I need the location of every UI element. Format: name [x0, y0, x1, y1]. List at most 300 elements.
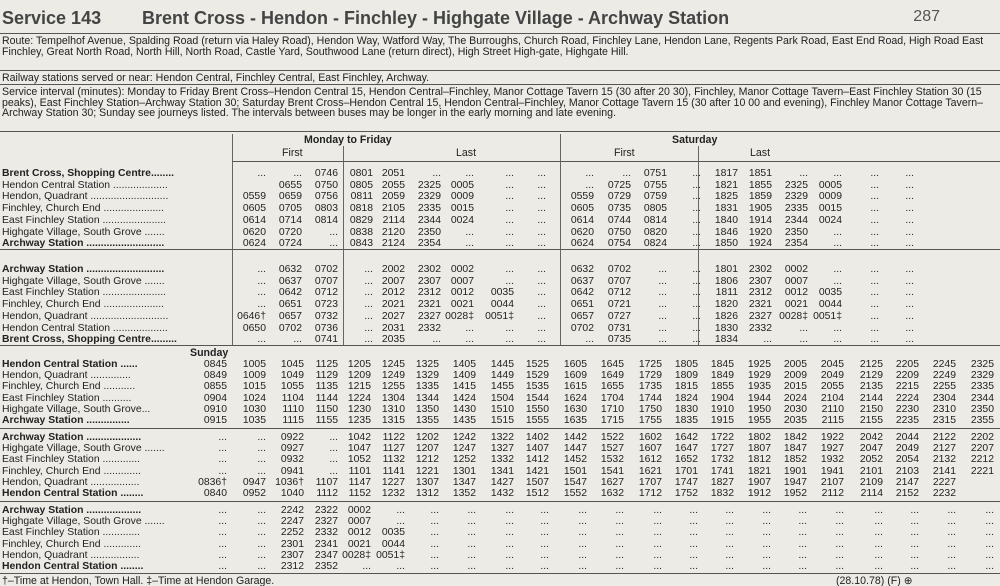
departure-time: ...	[293, 168, 302, 179]
departure-time: 0735	[607, 334, 631, 346]
departure-time: 1125	[315, 359, 338, 370]
departure-time: 1552	[563, 488, 587, 499]
station-name: Finchley, Church End .....................	[2, 299, 165, 311]
departure-time: 1350	[415, 403, 439, 415]
departure-time: 1009	[242, 370, 266, 382]
departure-time: ...	[692, 226, 701, 238]
departure-time: 0707	[314, 275, 338, 287]
departure-time: ...	[833, 322, 842, 334]
departure-time: 1155	[315, 415, 338, 426]
departure-time: 0044	[381, 538, 405, 550]
departure-time: ...	[692, 310, 701, 322]
departure-time: 0712	[607, 287, 631, 299]
departure-time: ...	[870, 264, 879, 275]
departure-time: 1110	[282, 403, 304, 415]
departure-time: ...	[874, 505, 883, 516]
departure-time: 2035	[381, 334, 405, 346]
departure-time: 1325	[415, 359, 439, 370]
departure-time: ...	[870, 191, 879, 203]
departure-time: ...	[364, 334, 373, 346]
departure-time: 2124	[381, 238, 405, 250]
departure-time: 2049	[895, 443, 919, 455]
departure-time: 1235	[347, 415, 371, 426]
departure-time: 0655	[278, 179, 302, 191]
sunday-block-2-row	[0, 505, 1000, 517]
departure-time: ...	[505, 191, 514, 203]
departure-time: 1821	[747, 465, 771, 477]
departure-time: 0910	[203, 403, 227, 415]
departure-time: ...	[537, 238, 546, 250]
departure-time: ...	[905, 287, 914, 299]
departure-time: 2105	[381, 203, 405, 215]
departure-time: 0814	[314, 214, 338, 226]
departure-time: 1712	[638, 488, 662, 499]
departure-time: 0651	[570, 299, 594, 311]
departure-time: ...	[762, 549, 771, 561]
departure-time: 2152	[895, 488, 919, 499]
departure-time: 1507	[525, 476, 549, 488]
departure-time: 1817	[714, 168, 738, 179]
service-number: Service 143	[2, 8, 102, 28]
departure-time: ...	[985, 538, 994, 550]
departure-time: ...	[762, 561, 771, 572]
departure-time: 0801	[349, 168, 373, 179]
station-name: Archway Station ...........................	[2, 264, 165, 275]
weekday-block-0-row	[0, 180, 1000, 192]
departure-time: 1135	[315, 381, 338, 393]
sunday-block-0-row	[0, 381, 1000, 393]
weekday-block-1-row	[0, 334, 1000, 346]
departure-time: 0051‡	[813, 310, 842, 322]
departure-time: 1602	[638, 432, 662, 443]
departure-time: ...	[905, 275, 914, 287]
departure-time: 2347	[314, 549, 338, 561]
departure-time: 0035	[490, 287, 514, 299]
block-divider-3	[0, 428, 1000, 429]
departure-time: 1312	[415, 488, 439, 499]
sunday-block-2-row	[0, 539, 1000, 551]
station-name: Archway Station ...................	[2, 505, 142, 516]
departure-time: 2120	[381, 226, 405, 238]
departure-time: 1455	[490, 381, 514, 393]
departure-time: 1851	[748, 168, 772, 179]
departure-time: 2009	[783, 370, 807, 382]
departure-time: 1955	[747, 415, 771, 426]
departure-time: ...	[537, 191, 546, 203]
departure-time: ...	[364, 310, 373, 322]
station-name: Highgate Village, South Grove .......	[2, 275, 165, 287]
departure-time: ...	[615, 549, 624, 561]
departure-time: ...	[905, 310, 914, 322]
departure-time: 1424	[452, 392, 476, 404]
departure-time: 1355	[415, 415, 439, 426]
departure-time: ...	[257, 334, 266, 346]
departure-time: ...	[257, 287, 266, 299]
label-sunday: Sunday	[190, 347, 229, 359]
label-mon-fri: Monday to Friday	[304, 134, 392, 146]
departure-time: ...	[505, 168, 514, 179]
departure-time: 1224	[347, 392, 371, 404]
departure-time: 1205	[347, 359, 371, 370]
departure-time: 2107	[820, 476, 844, 488]
departure-time: 2354	[784, 238, 808, 250]
departure-time: 2315	[932, 415, 956, 426]
departure-time: ...	[396, 505, 405, 516]
departure-time: 2055	[381, 179, 405, 191]
weekday-block-1-row	[0, 264, 1000, 276]
departure-time: ...	[835, 527, 844, 539]
departure-time: 1415	[452, 381, 476, 393]
departure-time: 1212	[415, 454, 439, 466]
service-interval: Service interval (minutes): Monday to Friday Brent Cross–Hendon Central 15, Hendon Central–Finchley, Manor Cottage Tavern 15 (30 after 20 30), Finchley, Manor Cottage Tavern–East Finchley Station 30 (15 peaks), East Finchley Station–Archway Station 30; Saturday Brent Cross–Hendon Central 15, Hendon Central–Finchley, Manor Cottage Tavern 15 (30 after 10 00 and evening), Finchley Manor Cottage Tavern–Archway Station 30; Sunday see journeys listed. The intervals between buses may be longer in the early morning and late evening.	[2, 86, 984, 120]
sunday-block-0-row	[0, 415, 1000, 427]
departure-time: ...	[622, 168, 631, 179]
departure-time: ...	[910, 527, 919, 539]
departure-time: ...	[799, 168, 808, 179]
departure-time: 1811	[715, 287, 738, 299]
station-name: Archway Station ...........................	[2, 238, 165, 250]
departure-time: 1525	[525, 359, 549, 370]
departure-time: ...	[692, 322, 701, 334]
departure-time: 0620	[570, 226, 594, 238]
departure-time: 2354	[417, 238, 441, 250]
departure-time: 0735	[607, 203, 631, 215]
departure-time: ...	[905, 264, 914, 275]
departure-time: ...	[218, 527, 227, 539]
departure-time: ...	[505, 203, 514, 215]
departure-time: 2005	[783, 359, 807, 370]
departure-time: ...	[692, 334, 701, 346]
departure-time: 1107	[315, 476, 338, 488]
departure-time: 0035	[381, 527, 405, 539]
departure-time: ...	[537, 168, 546, 179]
departure-time: 2031	[381, 322, 405, 334]
departure-time: ...	[218, 465, 227, 477]
departure-time: ...	[658, 275, 667, 287]
label-last-sat: Last	[750, 147, 771, 159]
departure-time: 2325	[417, 179, 441, 191]
station-name: East Finchley Station ......................	[2, 287, 167, 299]
departure-time: 2024	[783, 392, 807, 404]
departure-time: 2325	[970, 359, 994, 370]
departure-time: ...	[799, 334, 808, 346]
departure-time: 1905	[748, 203, 772, 215]
departure-time: 0746	[314, 168, 338, 179]
weekday-block-0-row	[0, 215, 1000, 227]
departure-time: ...	[537, 299, 546, 311]
departure-time: 0952	[242, 488, 266, 499]
departure-time: 2341	[314, 538, 338, 550]
departure-time: ...	[537, 203, 546, 215]
departure-time: ...	[874, 561, 883, 572]
departure-time: 2335	[784, 203, 808, 215]
departure-time: 1030	[242, 403, 266, 415]
departure-time: 1834	[714, 334, 738, 346]
departure-time: 1335	[415, 381, 439, 393]
departure-time: 1230	[347, 403, 371, 415]
sunday-block-2-row	[0, 561, 1000, 573]
departure-time: ...	[870, 334, 879, 346]
departure-time: 0620	[242, 226, 266, 238]
departure-time: 2059	[381, 191, 405, 203]
departure-time: 0731	[607, 322, 631, 334]
departure-time: 0044	[818, 299, 842, 311]
departure-time: 1607	[638, 443, 662, 455]
departure-time: ...	[833, 168, 842, 179]
departure-time: 1515	[490, 415, 514, 426]
departure-time: 1812	[747, 454, 771, 466]
departure-time: ...	[257, 432, 266, 443]
departure-time: 1005	[242, 359, 266, 370]
departure-time: ...	[505, 538, 514, 550]
departure-time: 1821	[714, 179, 738, 191]
departure-time: ...	[835, 516, 844, 528]
departure-time: 1715	[600, 415, 624, 426]
departure-time: 2135	[859, 381, 883, 393]
departure-time: 2114	[860, 488, 883, 499]
departure-time: 1830	[674, 403, 698, 415]
departure-time: 0702	[278, 322, 302, 334]
departure-time: 1826	[714, 310, 738, 322]
departure-time: 2129	[859, 370, 883, 382]
departure-time: ...	[362, 561, 371, 572]
departure-time: ...	[870, 214, 879, 226]
railway-stations: Railway stations served or near: Hendon Central, Finchley Central, East Finchley, Archway.	[2, 72, 430, 84]
departure-time: 2327	[314, 516, 338, 528]
departure-time: 2110	[821, 403, 844, 415]
departure-time: ...	[799, 322, 808, 334]
departure-time: 1920	[748, 226, 772, 238]
departure-time: 2344	[784, 214, 808, 226]
sunday-block-2-row	[0, 527, 1000, 539]
departure-time: 1710	[600, 403, 624, 415]
departure-time: 1645	[600, 359, 624, 370]
departure-time: 2002	[381, 264, 405, 275]
departure-time: ...	[689, 527, 698, 539]
departure-time: ...	[905, 203, 914, 215]
departure-time: 0024	[450, 214, 474, 226]
departure-time: 2312	[280, 561, 304, 572]
departure-time: ...	[540, 527, 549, 539]
route-description: Route: Tempelhof Avenue, Spalding Road (return via Haley Road), Hendon Way, Watford Way, The Burroughs, Church Road, Finchley Lane, Hendon Lane, Regents Park Road, East End Road, High Road East Finchley, Great North Road, North Hill, North Road, Castle Yard, Southwood Lane (return direct), High Street High-gate, Highgate Hill.	[2, 35, 984, 58]
departure-time: 0632	[278, 264, 302, 275]
departure-time: 1141	[382, 465, 405, 477]
departure-time: 0002	[784, 264, 808, 275]
departure-time: 0725	[607, 179, 631, 191]
departure-time: 1255	[381, 381, 405, 393]
departure-time: ...	[505, 334, 514, 346]
departure-time: 2335	[970, 381, 994, 393]
departure-time: 1040	[280, 488, 304, 499]
departure-time: 0855	[203, 381, 227, 393]
departure-time: 1859	[748, 191, 772, 203]
departure-time: 1624	[563, 392, 587, 404]
departure-time: 1944	[747, 392, 771, 404]
station-name: Finchley, Church End ...........	[2, 381, 136, 393]
departure-time: 0605	[570, 203, 594, 215]
departure-time: ...	[874, 538, 883, 550]
departure-time: ...	[257, 516, 266, 528]
departure-time: ...	[540, 561, 549, 572]
departure-time: ...	[835, 505, 844, 516]
departure-time: 1409	[452, 370, 476, 382]
departure-time: 1322	[490, 432, 514, 443]
departure-time: ...	[762, 527, 771, 539]
departure-time: 0741	[314, 334, 338, 346]
departure-time: ...	[692, 264, 701, 275]
departure-time: 1701	[674, 465, 698, 477]
departure-time: ...	[257, 561, 266, 572]
departure-time: ...	[218, 538, 227, 550]
departure-time: ...	[833, 275, 842, 287]
station-name: East Finchley Station .............	[2, 454, 141, 466]
departure-time: 1512	[525, 488, 549, 499]
departure-time: ...	[364, 264, 373, 275]
departure-time: 2307	[417, 275, 441, 287]
departure-time: ...	[615, 527, 624, 539]
departure-time: ...	[874, 516, 883, 528]
station-name: Hendon, Quadrant ...........................	[2, 191, 169, 203]
departure-time: 0811	[350, 191, 373, 203]
footnotes: †–Time at Hendon, Town Hall. ‡–Time at Hendon Garage.	[2, 575, 275, 586]
departure-time: 1122	[382, 432, 405, 443]
departure-time: ...	[833, 264, 842, 275]
departure-time: 1750	[638, 403, 662, 415]
sunday-block-2-row	[0, 516, 1000, 528]
departure-time: 0015	[450, 203, 474, 215]
departure-time: ...	[218, 549, 227, 561]
departure-time: 2147	[895, 476, 919, 488]
departure-time: 1152	[348, 488, 371, 499]
departure-time: 2344	[417, 214, 441, 226]
departure-time: 2307	[748, 275, 772, 287]
departure-time: 0755	[643, 179, 667, 191]
departure-time: 2301	[280, 538, 304, 550]
departure-time: 0012	[347, 527, 371, 539]
departure-time: 2230	[895, 403, 919, 415]
departure-time: 1405	[452, 359, 476, 370]
departure-time: 1825	[714, 191, 738, 203]
departure-time: 2054	[895, 454, 919, 466]
departure-time: ...	[725, 549, 734, 561]
departure-time: 1850	[714, 238, 738, 250]
departure-time: ...	[432, 334, 441, 346]
departure-time: ...	[293, 334, 302, 346]
departure-time: 2047	[859, 443, 883, 455]
departure-time: 1932	[820, 454, 844, 466]
departure-time: ...	[947, 527, 956, 539]
departure-time: 1827	[710, 476, 734, 488]
departure-time: 1227	[381, 476, 405, 488]
departure-time: 1801	[714, 264, 738, 275]
departure-time: 0947	[242, 476, 266, 488]
departure-time: ...	[578, 505, 587, 516]
departure-time: ...	[870, 287, 879, 299]
departure-time: ...	[257, 168, 266, 179]
departure-time: 0651	[278, 299, 302, 311]
departure-time: ...	[910, 538, 919, 550]
departure-time: 2109	[859, 476, 883, 488]
departure-time: 0915	[203, 415, 227, 426]
departure-time: ...	[467, 549, 476, 561]
departure-time: ...	[396, 516, 405, 528]
departure-time: 1442	[563, 432, 587, 443]
departure-time: 1835	[674, 415, 698, 426]
departure-time: ...	[537, 310, 546, 322]
departure-time: 1621	[638, 465, 662, 477]
departure-time: 1846	[714, 226, 738, 238]
departure-time: 2044	[895, 432, 919, 443]
weekday-block-1-row	[0, 323, 1000, 335]
departure-time: ...	[905, 322, 914, 334]
departure-time: 2235	[895, 415, 919, 426]
departure-time: ...	[798, 561, 807, 572]
departure-time: 1247	[452, 443, 476, 455]
departure-time: 0829	[349, 214, 373, 226]
departure-time: ...	[540, 505, 549, 516]
departure-time: 2007	[381, 275, 405, 287]
departure-time: 2344	[970, 392, 994, 404]
departure-time: ...	[537, 214, 546, 226]
departure-time: 1744	[638, 392, 662, 404]
departure-time: 2304	[932, 392, 956, 404]
departure-time: ...	[947, 516, 956, 528]
departure-time: 0756	[314, 191, 338, 203]
departure-time: 1807	[747, 443, 771, 455]
departure-time: 1612	[638, 454, 662, 466]
departure-time: 2255	[932, 381, 956, 393]
departure-time: ...	[658, 299, 667, 311]
departure-time: 0051‡	[376, 549, 405, 561]
weekday-block-0-row	[0, 191, 1000, 203]
departure-time: ...	[396, 561, 405, 572]
departure-time: 0845	[203, 359, 227, 370]
departure-time: 2227	[932, 476, 956, 488]
departure-time: 1452	[563, 454, 587, 466]
departure-time: ...	[537, 322, 546, 334]
departure-time: ...	[257, 527, 266, 539]
departure-time: 1341	[490, 465, 514, 477]
departure-time: 2051	[381, 168, 405, 179]
departure-time: ...	[505, 226, 514, 238]
departure-time: 1052	[347, 454, 371, 466]
departure-time: ...	[257, 275, 266, 287]
departure-time: 1802	[747, 432, 771, 443]
departure-time: 2329	[970, 370, 994, 382]
departure-time: 1112	[316, 488, 338, 499]
departure-time: ...	[430, 516, 439, 528]
departure-time: 1344	[415, 392, 439, 404]
departure-time: 0642	[278, 287, 302, 299]
departure-time: ...	[910, 505, 919, 516]
route-title: Brent Cross - Hendon - Finchley - Highgate Village - Archway Station	[142, 8, 730, 28]
station-name: Finchley, Church End .............	[2, 465, 141, 477]
sunday-block-0-row	[0, 393, 1000, 405]
departure-time: 2115	[821, 415, 844, 426]
departure-time: 0005	[818, 179, 842, 191]
sunday-block-1-row	[0, 432, 1000, 444]
departure-time: 1449	[490, 370, 514, 382]
departure-time: ...	[430, 527, 439, 539]
departure-time: 0002	[450, 264, 474, 275]
departure-time: 1301	[452, 465, 476, 477]
reference-mark: (28.10.78) (F) ⊕	[836, 575, 913, 586]
departure-time: ...	[467, 516, 476, 528]
departure-time: 1910	[710, 403, 734, 415]
departure-time: 1307	[415, 476, 439, 488]
departure-time: 1432	[490, 488, 514, 499]
departure-time: ...	[653, 538, 662, 550]
